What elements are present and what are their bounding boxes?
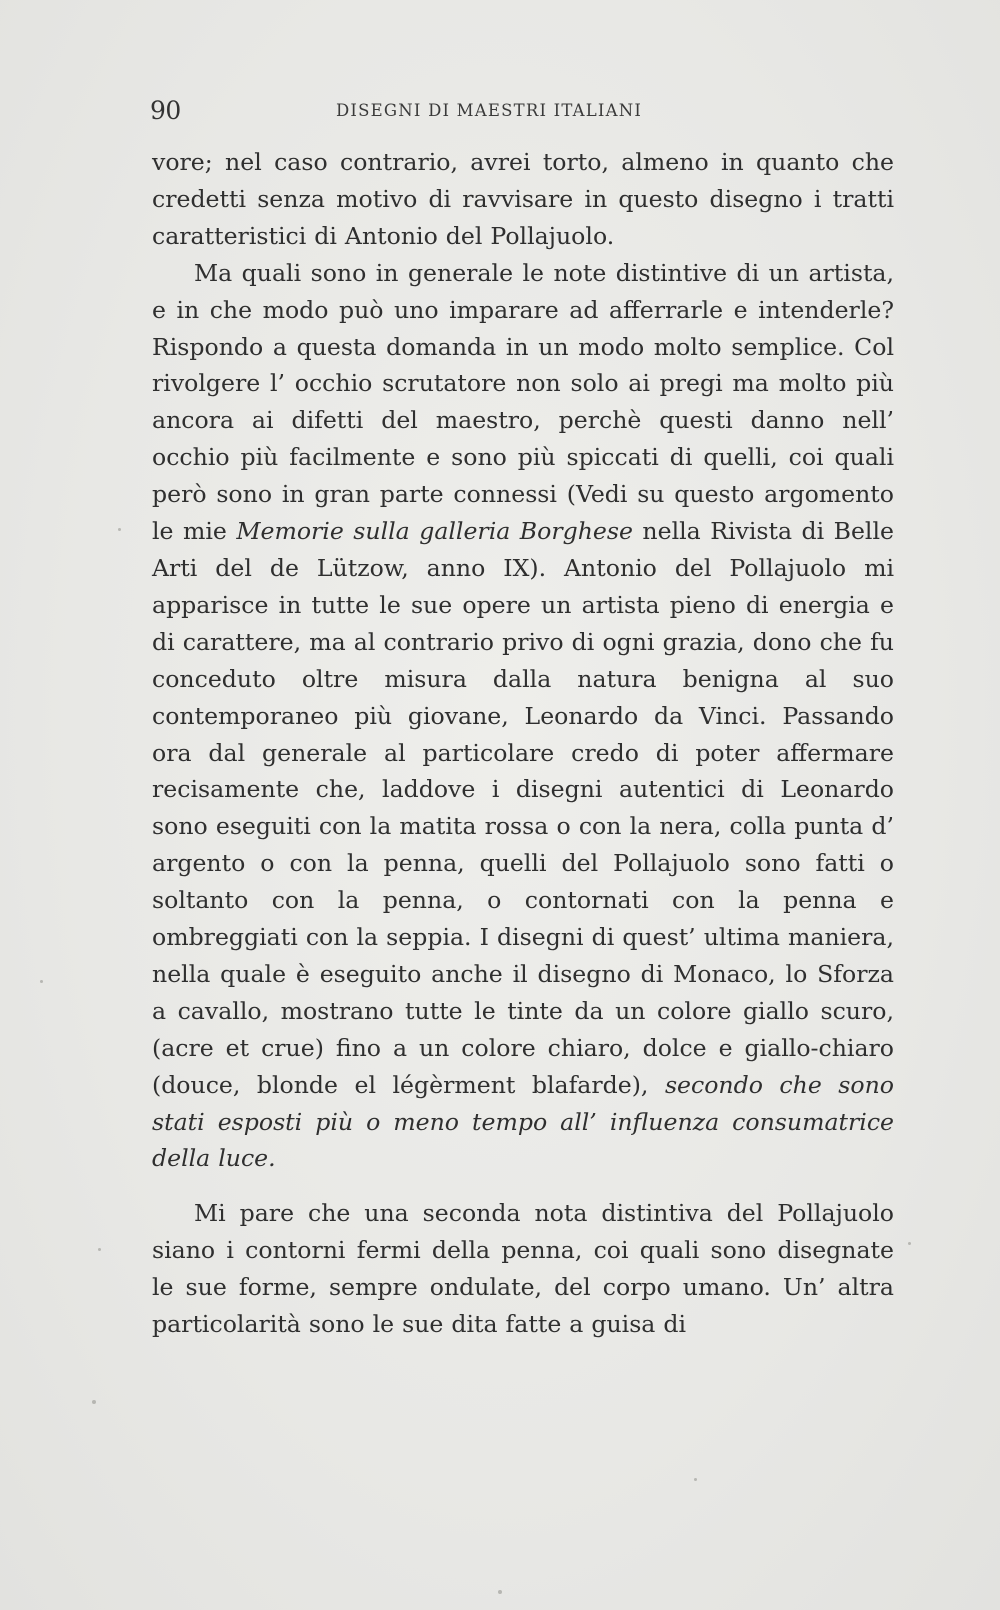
body-text (152, 144, 894, 1343)
running-head: DISEGNI DI MAESTRI ITALIANI (336, 101, 643, 120)
paragraph-1 (152, 144, 894, 255)
paper-speck (908, 1242, 911, 1245)
paragraph-2-text-b: nella Rivista di Belle Arti del de Lützow, anno IX). Antonio del Pollajuolo mi apparisce in tutte le sue opere un artista pieno di energia e di carattere, ma al contrario privo di ogni grazia, dono che fu conceduto oltre misura dalla natura benigna al suo contemporaneo più giovane, Leonardo da Vinci. Passando ora dal generale al particolare credo di poter affermare recisamente che, laddove i disegni autentici di Leonardo sono eseguiti con la matita rossa o con la nera, colla punta d’ argento o con la penna, quelli del Pollajuolo sono fatti o soltanto con la penna, o contornati con la penna e ombreggiati con la seppia. I disegni di quest’ ultima maniera, nella quale è eseguito anche il disegno di Monaco, lo Sforza a cavallo, mostrano tutte le tinte da un colore giallo scuro, (acre et crue) fino a un colore chiaro, dolce e giallo-chiaro (douce, blonde el légèrment blafarde), (152, 517, 894, 1099)
paper-speck (694, 1478, 697, 1481)
page-header (150, 96, 710, 132)
paragraph-2-italic-title: Memorie sulla galleria Borghese (236, 517, 633, 546)
paper-speck (40, 980, 43, 983)
paragraph-2 (152, 255, 894, 1178)
paragraph-2-text-a: Ma quali sono in generale le note distintive di un artista, e in che modo può uno imparare ad afferrarle e intenderle? Rispondo a questa domanda in un modo molto semplice. Col rivolgere l’ occhio scrutatore non solo ai pregi ma molto più ancora ai difetti del maestro, perchè questi danno nell’ occhio più facilmente e sono più spiccati di quelli, coi quali però sono in gran parte connessi (Vedi su questo argomento le mie (152, 258, 894, 546)
paragraph-3-text: Mi pare che una seconda nota distintiva del Pollajuolo siano i contorni fermi della penna, coi quali sono disegnate le sue forme, sempre ondulate, del corpo umano. Un’ altra particolarità sono le sue dita fatte a guisa di (152, 1199, 894, 1339)
paper-speck (98, 1248, 101, 1251)
paragraph-1-text: vore; nel caso contrario, avrei torto, almeno in quanto che credetti senza motivo di ravvisare in questo disegno i tratti caratteristici di Antonio del Pollajuolo. (152, 148, 894, 250)
page-number: 90 (150, 96, 181, 125)
paragraph-2-italic-quote: secondo che sono stati esposti più o meno tempo all’ influenza consumatrice della luce. (152, 1070, 895, 1173)
paragraph-3 (152, 1195, 894, 1343)
paper-speck (92, 1400, 96, 1404)
paper-speck (498, 1590, 502, 1594)
paper-speck (118, 528, 121, 531)
